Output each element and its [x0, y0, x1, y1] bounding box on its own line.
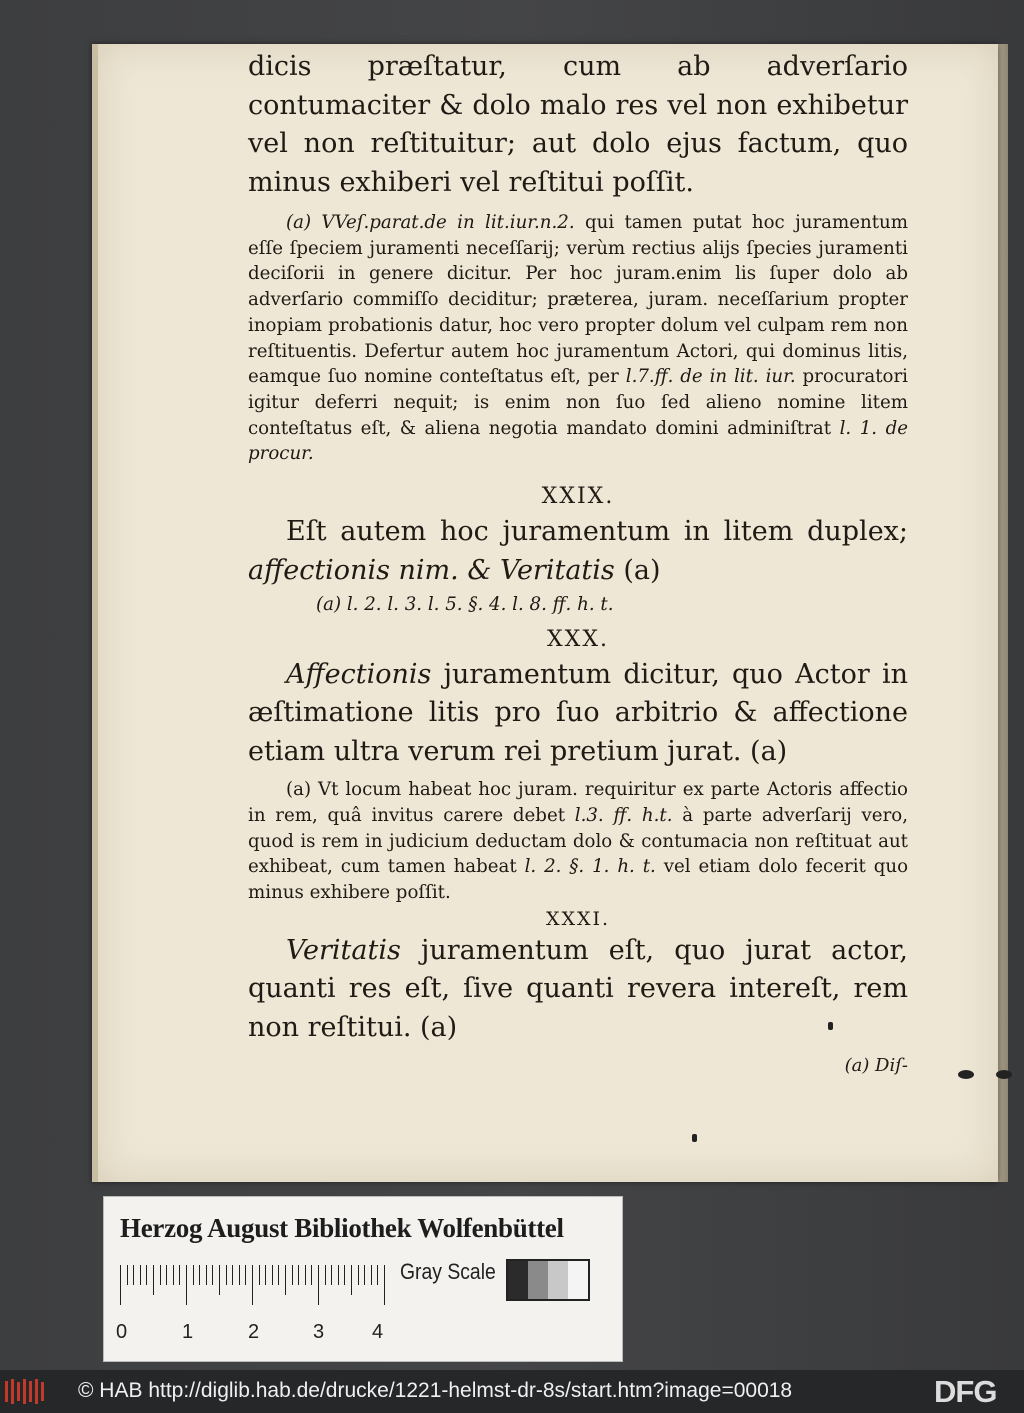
swatch-white [568, 1261, 588, 1299]
ruler-tick [166, 1265, 167, 1285]
library-label [103, 1196, 623, 1362]
ruler-tick [311, 1265, 312, 1285]
citation: l.7.ff. de in lit. iur. [625, 366, 796, 388]
ruler-tick [325, 1265, 326, 1285]
swatch-light-gray [548, 1261, 568, 1299]
ruler-number: 1 [182, 1321, 194, 1343]
section-heading-29: XXIX. [541, 484, 615, 510]
swatch-black [508, 1261, 528, 1299]
dfg-logo: DFG [934, 1374, 997, 1409]
footnote-text: à parte adverſarij vero, quod is rem in judicium deductam dolo & contumacia non reſtituat aut exhibeat, cum tamen habeat [248, 804, 908, 878]
ruler-tick [193, 1265, 194, 1285]
ruler-number: 3 [313, 1321, 325, 1343]
footnote-30 [248, 777, 908, 906]
section-paragraph-31 [248, 932, 908, 1048]
ruler-tick [318, 1265, 319, 1305]
footnote-a [248, 210, 908, 467]
ruler-tick [292, 1265, 293, 1285]
ruler-tick [179, 1265, 180, 1285]
ruler-tick [206, 1265, 207, 1285]
ruler-tick [140, 1265, 141, 1285]
ruler-number: 0 [116, 1321, 128, 1343]
ruler-tick [265, 1265, 266, 1285]
ruler-tick [358, 1265, 359, 1285]
italic-term: Veritatis [286, 934, 401, 966]
citation: l.3. ff. h.t. [574, 804, 673, 826]
ruler-tick [338, 1265, 339, 1285]
swatch-dark-gray [528, 1261, 548, 1299]
ruler-tick [278, 1265, 279, 1285]
paragraph-text: (a) [614, 554, 661, 586]
paragraph-text: Eſt autem hoc juramentum in litem duplex; [286, 516, 908, 548]
ruler-tick [127, 1265, 128, 1285]
ruler-tick [245, 1265, 246, 1285]
ruler-tick [298, 1265, 299, 1285]
ruler-tick [219, 1265, 220, 1295]
ruler-tick [232, 1265, 233, 1285]
scale-ruler [120, 1265, 390, 1305]
ruler-tick [133, 1265, 134, 1285]
viewer-footer [0, 1370, 1024, 1413]
ruler-tick [199, 1265, 200, 1285]
section-heading-30: XXX. [547, 626, 609, 652]
footnote-ref: (a) VVeſ.parat.de in lit.iur.n.2. [286, 212, 575, 233]
ruler-number: 2 [248, 1321, 260, 1343]
ruler-tick [259, 1265, 260, 1285]
binding-hole [996, 1070, 1012, 1079]
ruler-tick [120, 1265, 121, 1305]
footnote-text: (a) Vt locum habeat hoc juram. requiritur ex parte Actoris affectio in rem, quâ invitus carere debet [248, 779, 908, 826]
ruler-tick [153, 1265, 154, 1295]
section-paragraph-29 [248, 513, 908, 590]
ruler-tick [371, 1265, 372, 1285]
ruler-tick [364, 1265, 365, 1285]
footnote-29 [248, 592, 908, 618]
citation: l. 1. de procur. [248, 417, 909, 465]
ruler-tick [239, 1265, 240, 1285]
ruler-tick [146, 1265, 147, 1285]
institution-name: Herzog August Bibliothek Wolfenbüttel [120, 1213, 564, 1243]
binding-hole [958, 1070, 974, 1079]
citation: (a) l. 2. l. 3. l. 5. §. 4. l. 8. ff. h. t. [316, 594, 614, 616]
footnote-text: procuratori igitur deferri nequit; is enim non ſuo ſed alieno nomine litem conteſtatus eſt, & aliena negotia mandato domini adminiſtrat [248, 366, 908, 439]
ruler-tick [285, 1265, 286, 1295]
section-heading-31: XXXI. [545, 907, 611, 930]
footnote-text: vel etiam dolo fecerit quo minus exhibere poſſit. [248, 856, 909, 904]
ruler-tick [252, 1265, 253, 1305]
paragraph-text: juramentum dicitur, quo Actor in æſtimatione litis pro ſuo arbitrio & affectione etiam ultra verum rei pretium jurat. (a) [248, 658, 908, 767]
ruler-tick [305, 1265, 306, 1285]
ruler-tick [377, 1265, 378, 1285]
ruler-tick [212, 1265, 213, 1285]
body-paragraph: dicis præſtatur, cum ab adverſario contumaciter & dolo malo res vel non exhibetur vel non reſtituitur; aut dolo ejus factum, quo minus exhiberi vel reſtitui poſſit. [248, 51, 908, 198]
ruler-tick [331, 1265, 332, 1285]
section-paragraph-30 [248, 656, 908, 772]
ruler-tick [226, 1265, 227, 1285]
catchword [248, 1055, 908, 1076]
hab-logo-icon [4, 1378, 46, 1405]
ruler-tick [160, 1265, 161, 1285]
citation: l. 2. §. 1. h. t. [524, 856, 656, 878]
ruler-number: 4 [372, 1321, 384, 1343]
ruler-tick [173, 1265, 174, 1285]
ruler-tick [272, 1265, 273, 1285]
gray-scale-label: Gray Scale [400, 1259, 496, 1284]
ink-mark [692, 1134, 697, 1142]
catchword-text: (a) Diſ- [844, 1055, 908, 1077]
ruler-tick [186, 1265, 187, 1305]
source-url[interactable]: © HAB http://diglib.hab.de/drucke/1221-helmst-dr-8s/start.htm?image=00018 [78, 1379, 793, 1402]
gray-scale-swatch [506, 1259, 590, 1301]
page-text [248, 48, 908, 1076]
italic-term: Affectionis [286, 658, 432, 690]
footnote-text: qui tamen putat hoc juramentum eſſe ſpeciem juramenti neceſſarij; verùm rectius alijs ſpecies juramenti deciſorii in genere dicitur. Per hoc juram.enim lis ſuper dolo ab adverſario commiſſo deciditur; præterea, juram. neceſſarium propter inopiam probationis datur, hoc vero propter dolum vel culpam rem non reſtituentis. Defertur autem hoc juramentum Actori, qui dominus litis, eamque ſuo nomine conteſtatus eſt, per [248, 212, 908, 388]
italic-term: affectionis nim. & Veritatis [248, 554, 615, 586]
ruler-tick [344, 1265, 345, 1285]
ruler-tick [384, 1265, 385, 1305]
ruler-tick [351, 1265, 352, 1295]
paragraph-text: juramentum eſt, quo jurat actor, quanti res eſt, ſive quanti revera intereſt, rem non reſtitui. (a) [248, 934, 908, 1043]
